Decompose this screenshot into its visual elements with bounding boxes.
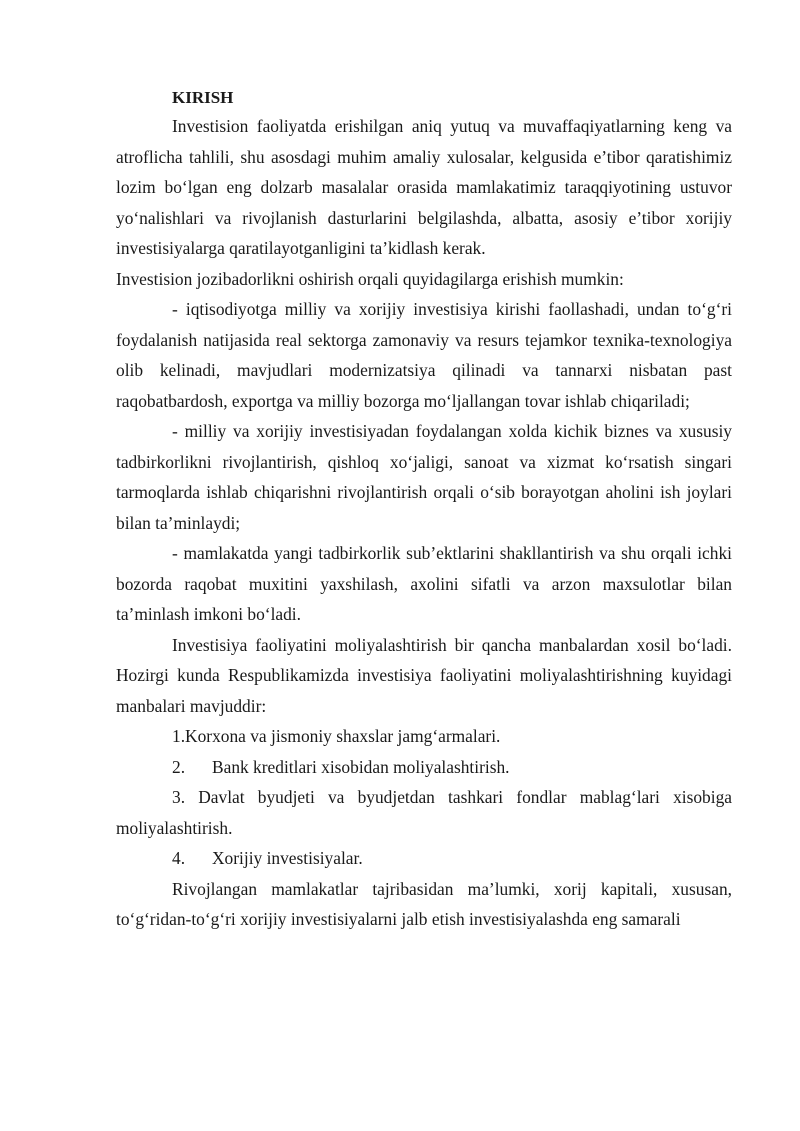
bullet-item-1: - iqtisodiyotga milliy va xorijiy investisiya kirishi faollashadi, undan to‘g‘ri foydalanish natijasida real sektorga zamonaviy va resurs tejamkor texnika-texnologiya olib kelinadi, mavjudlari modernizatsiya qilinadi va tannarxi nisbatan past raqobatbardosh, exportga va milliy bozorga mo‘ljallangan tovar ishlab chiqariladi; <box>116 299 732 411</box>
paragraph-experience: Rivojlangan mamlakatlar tajribasidan ma’lumki, xorij kapitali, xususan, to‘g‘ridan-to‘g‘ri xorijiy investisiyalarni jalb etish investisiyalashda eng samarali <box>116 878 732 929</box>
list-item-3: 3. Davlat byudjeti va byudjetdan tashkari fondlar mablag‘lari xisobiga moliyalashtirish. <box>116 787 732 838</box>
list-item-2 <box>172 752 732 783</box>
list-number: 2. <box>172 756 186 777</box>
list-item-text: Bank kreditlari xisobidan moliyalashtirish. <box>212 756 510 777</box>
document-body <box>116 84 732 935</box>
paragraph-intro: Investision faoliyatda erishilgan aniq yutuq va muvaffaqiyatlarning keng va atroflicha tahlili, shu asosdagi muhim amaliy xulosalar, kelgusida e’tibor qaratishimiz lozim bo‘lgan eng dolzarb masalalar orasida mamlakatimiz taraqqiyotining ustuvor yo‘nalishlari va rivojlanish dasturlarini belgilashda, albatta, asosiy e’tibor xorijiy investisiyalarga qaratilayotganligini ta’kidlash kerak. <box>116 116 732 258</box>
bullet-item-3: - mamlakatda yangi tadbirkorlik sub’ektlarini shakllantirish va shu orqali ichki bozorda raqobat muxitini yaxshilash, axolini sifatli va arzon maxsulotlar bilan ta’minlash imkoni bo‘ladi. <box>116 543 732 624</box>
bullet-item-2: - milliy va xorijiy investisiyadan foydalangan xolda kichik biznes va xususiy tadbirkorlikni rivojlantirish, qishloq xo‘jaligi, sanoat va xizmat ko‘rsatish singari tarmoqlarda ishlab chiqarishni rivojlantirish orqali o‘sib borayotgan aholini ish joylari bilan ta’minlaydi; <box>116 421 732 533</box>
list-number: 4. <box>172 848 186 868</box>
list-item-4 <box>172 843 732 874</box>
list-item-text: Xorijiy investisiyalar. <box>212 848 363 868</box>
list-item-1: 1.Korxona va jismoniy shaxslar jamg‘armalari. <box>172 726 501 746</box>
paragraph-financing: Investisiya faoliyatini moliyalashtirish bir qancha manbalardan xosil bo‘ladi. Hozirgi kunda Respublikamizda investisiya faoliyatini moliyalashtirishning kuyidagi manbalari mavjuddir: <box>116 634 732 716</box>
paragraph-lead-in: Investision jozibadorlikni oshirish orqali quyidagilarga erishish mumkin: <box>116 268 624 289</box>
section-heading: KIRISH <box>172 88 234 107</box>
